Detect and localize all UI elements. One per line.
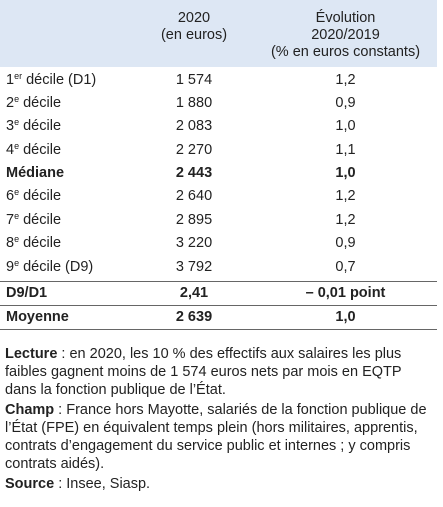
row-label: Moyenne <box>6 309 69 325</box>
row-value-2020: 3 220 <box>175 235 213 251</box>
row-label: 1er décile (D1) <box>6 71 97 88</box>
row-value-evolution: 0,7 <box>335 259 356 275</box>
table-header <box>0 0 437 67</box>
row-label: D9/D1 <box>6 285 48 301</box>
row-label: 2e décile <box>6 94 62 111</box>
table-row-median <box>0 162 437 186</box>
row-value-evolution: 1,0 <box>335 309 356 325</box>
table-row-mean <box>0 306 437 330</box>
row-value-2020: 2 083 <box>175 118 213 134</box>
note-lecture: Lecture : en 2020, les 10 % des effectifs aux salaires les plus faibles gagnent moins de 1 574 euros nets par mois en EQTP dans la fonction publique de l’État. <box>5 346 402 398</box>
row-label: 4e décile <box>6 141 62 158</box>
note-champ: Champ : France hors Mayotte, salariés de la fonction publique de l’État (FPE) en équivalent temps plein (hors militaires, apprentis, contrats d’engagement du service public et internes ; y compris contrats aidés). <box>5 402 427 472</box>
table-row <box>0 69 437 93</box>
table-row <box>0 139 437 163</box>
row-value-evolution: 1,2 <box>335 72 356 88</box>
row-value-evolution: 0,9 <box>335 95 356 111</box>
header-col-2020-year: 2020 <box>177 10 211 26</box>
table-row <box>0 232 437 256</box>
note-source: Source : Insee, Siasp. <box>5 476 151 492</box>
row-label: Médiane <box>6 165 65 181</box>
row-value-evolution: 1,2 <box>335 212 356 228</box>
table-row <box>0 209 437 233</box>
row-label: 6e décile <box>6 187 62 204</box>
header-col-2020 <box>124 10 264 44</box>
row-label: 9e décile (D9) <box>6 258 94 275</box>
header-col-evolution-unit: (% en euros constants) <box>270 44 421 60</box>
row-value-evolution: 1,2 <box>335 188 356 204</box>
header-col-evolution-period: 2020/2019 <box>311 27 380 43</box>
row-value-2020: 2 895 <box>175 212 213 228</box>
row-value-2020: 2 639 <box>175 309 213 325</box>
header-col-2020-unit: (en euros) <box>160 27 228 43</box>
table-row <box>0 185 437 209</box>
table-row <box>0 256 437 280</box>
row-label: 8e décile <box>6 234 62 251</box>
row-value-2020: 1 880 <box>175 95 213 111</box>
row-value-evolution: 1,0 <box>335 118 356 134</box>
row-value-evolution: 1,1 <box>335 142 356 158</box>
header-col-evolution <box>254 10 437 61</box>
table-row <box>0 115 437 139</box>
table-row <box>0 92 437 116</box>
row-value-2020: 2,41 <box>179 285 209 301</box>
row-label: 7e décile <box>6 211 62 228</box>
row-value-2020: 2 640 <box>175 188 213 204</box>
row-value-evolution: – 0,01 point <box>305 285 386 301</box>
header-col-evolution-title: Évolution <box>315 10 376 26</box>
table-row-ratio <box>0 282 437 306</box>
row-value-evolution: 0,9 <box>335 235 356 251</box>
table-bottom-border <box>0 329 437 330</box>
row-value-2020: 2 270 <box>175 142 213 158</box>
row-label: 3e décile <box>6 117 62 134</box>
row-value-2020: 3 792 <box>175 259 213 275</box>
row-value-evolution: 1,0 <box>335 165 356 181</box>
table-notes <box>5 345 435 495</box>
row-value-2020: 1 574 <box>175 72 213 88</box>
row-value-2020: 2 443 <box>175 165 213 181</box>
